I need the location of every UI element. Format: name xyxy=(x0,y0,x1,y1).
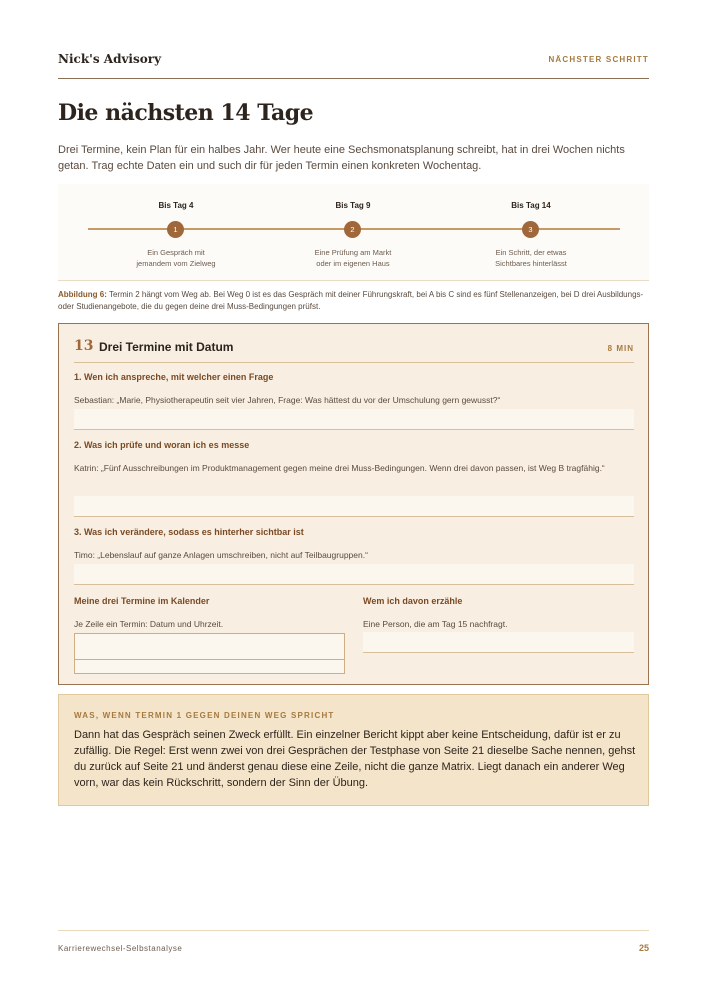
caption-text: Termin 2 hängt vom Weg ab. Bei Weg 0 ist es das Gespräch mit deiner Führungskraft, bei A bis C sind es fünf Stellenanzeigen, bei D drei Ausbildungs- oder Studienangebote, die du gegen deine drei Muss-Bedingungen prüfst. xyxy=(58,290,644,311)
stage-title: Bis Tag 9 xyxy=(335,201,371,210)
stage-description: Eine Prüfung am Markt oder im eigenen Haus xyxy=(314,248,392,268)
callout-title: WAS, WENN TERMIN 1 GEGEN DEINEN WEG SPRICHT xyxy=(74,711,335,720)
calendar-fields[interactable] xyxy=(74,633,345,674)
tell-title: Wem ich davon erzähle xyxy=(363,596,463,606)
exercise-box xyxy=(58,323,649,685)
footer-title: Karrierewechsel-Selbstanalyse xyxy=(58,944,183,953)
answer-field-3[interactable] xyxy=(74,564,634,585)
question-1: 1. Wen ich anspreche, mit welcher einen Frage xyxy=(74,372,274,382)
answer-field-2[interactable] xyxy=(74,496,634,517)
page-title: Die nächsten 14 Tage xyxy=(58,100,314,126)
page-number: 25 xyxy=(638,943,649,953)
exercise-number: 13 xyxy=(74,338,94,354)
page-footer xyxy=(58,930,649,961)
question-3: 3. Was ich verändere, sodass es hinterher sichtbar ist xyxy=(74,527,304,537)
question-2: 2. Was ich prüfe und woran ich es messe xyxy=(74,440,250,450)
example-answer-2: Katrin: „Fünf Ausschreibungen im Produktmanagement gegen meine drei Muss-Bedingungen. Wenn drei davon passen, ist Weg B tragfähig.“ xyxy=(74,463,605,473)
stage-description: Ein Schritt, der etwas Sichtbares hinterlässt xyxy=(495,248,567,268)
callout-box xyxy=(58,694,649,806)
tell-field[interactable] xyxy=(363,632,634,653)
exercise-title: Drei Termine mit Datum xyxy=(99,340,234,354)
example-answer-1: Sebastian: „Marie, Physiotherapeutin seit vier Jahren, Frage: Was hättest du vor der Umschulung gern gewusst?“ xyxy=(74,395,501,405)
stage-number: 2 xyxy=(344,221,361,238)
tell-note: Eine Person, die am Tag 15 nachfragt. xyxy=(363,619,508,629)
stage-number: 3 xyxy=(522,221,539,238)
callout-body: Dann hat das Gespräch seinen Zweck erfüllt. Ein einzelner Bericht kippt aber keine Entscheidung, dafür ist er zu zufällig. Die Regel: Erst wenn zwei von drei Gesprächen der Testphase von Seite 21 dieselbe Sache nennen, gehst du zurück auf Seite 21 und änderst genau diese eine Zeile, nicht die ganze Matrix. Liegt danach ein anderer Weg vorn, war das kein Rückschritt, sondern der Sinn der Übung. xyxy=(74,729,636,789)
stage-description: Ein Gespräch mit jemandem vom Zielweg xyxy=(136,248,216,268)
page xyxy=(58,0,649,1000)
exercise-header xyxy=(74,338,634,363)
stage-title: Bis Tag 14 xyxy=(511,201,551,210)
caption-label: Abbildung 6: xyxy=(58,290,107,299)
intro-text: Drei Termine, kein Plan für ein halbes Jahr. Wer heute eine Sechsmonatsplanung schreibt, hat in drei Wochen nichts getan. Trag echte Daten ein und such dir für jeden Termin einen konkreten Wochentag. xyxy=(58,144,625,172)
section-label: NÄCHSTER SCHRITT xyxy=(548,55,649,64)
example-answer-3: Timo: „Lebenslauf auf ganze Anlagen umschreiben, nicht auf Teilbaugruppen.“ xyxy=(74,550,368,560)
stage-title: Bis Tag 4 xyxy=(158,201,194,210)
answer-field-1[interactable] xyxy=(74,409,634,430)
brand-name: Nick's Advisory xyxy=(58,52,162,66)
timeline-figure xyxy=(58,184,649,281)
calendar-row-divider xyxy=(75,659,344,660)
figure-caption xyxy=(58,289,649,313)
calendar-title: Meine drei Termine im Kalender xyxy=(74,596,210,606)
stage-number: 1 xyxy=(167,221,184,238)
exercise-duration: 8 MIN xyxy=(607,344,634,353)
calendar-note: Je Zeile ein Termin: Datum und Uhrzeit. xyxy=(74,619,224,629)
page-header xyxy=(58,52,649,79)
